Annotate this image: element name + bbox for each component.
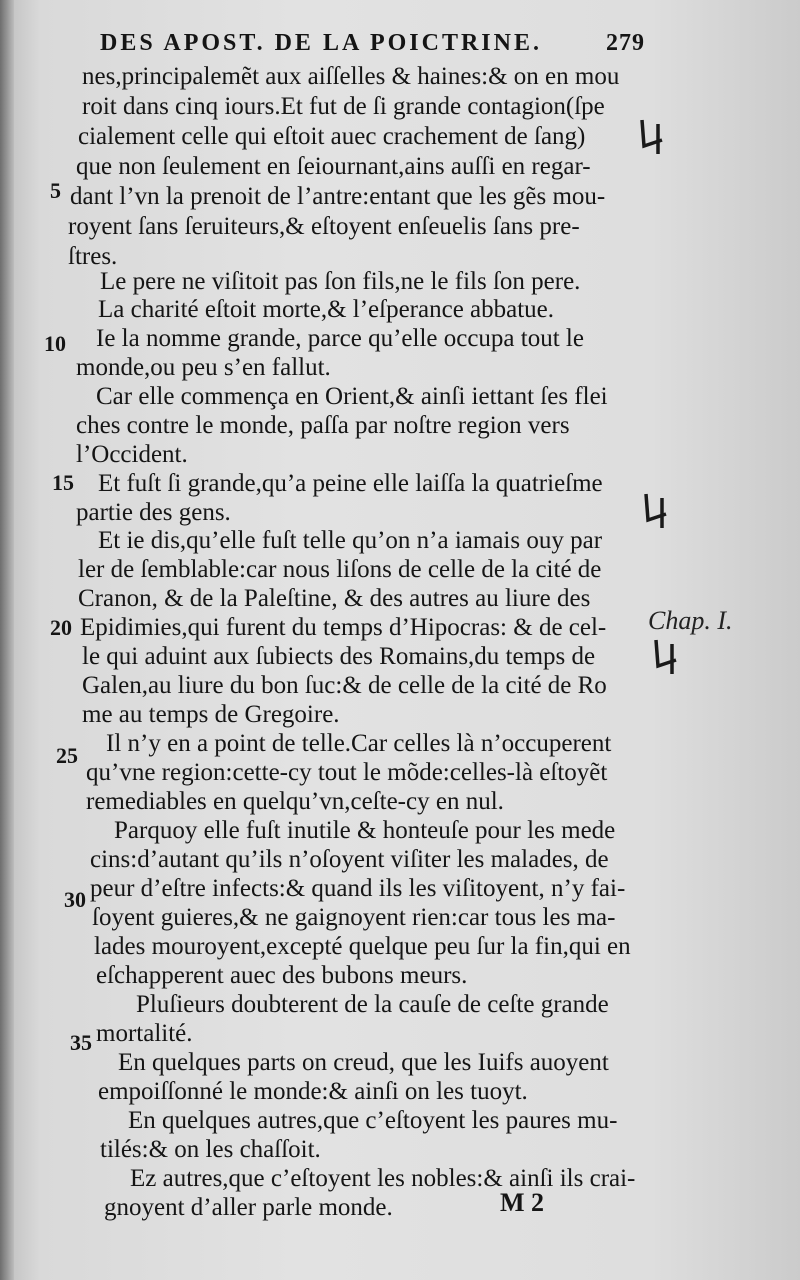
text-line: ches contre le monde, paſſa par noſtre region vers xyxy=(76,412,570,439)
line-number: 5 xyxy=(50,178,61,203)
handwritten-mark xyxy=(636,116,670,156)
line-number: 10 xyxy=(44,331,66,356)
line-number: 25 xyxy=(56,743,78,768)
text-line: mortalité. xyxy=(96,1020,193,1047)
handwritten-mark xyxy=(650,636,684,676)
line-number: 15 xyxy=(52,470,74,495)
text-line: monde,ou peu s’en fallut. xyxy=(76,354,331,381)
text-line: que non ſeulement en ſeiournant,ains auſſi en regar- xyxy=(76,153,591,180)
text-line: Et fuſt ſi grande,qu’a peine elle laiſſa la quatrieſme xyxy=(98,470,603,497)
text-line: cins:d’autant qu’ils n’oſoyent viſiter les malades, de xyxy=(90,846,609,873)
text-line: eſchapperent auec des bubons meurs. xyxy=(96,962,468,989)
text-line: royent ſans ſeruiteurs,& eſtoyent enſeuelis ſans pre- xyxy=(68,213,580,240)
text-line: La charité eſtoit morte,& l’eſperance abbatue. xyxy=(98,296,555,323)
text-line: Et ie dis,qu’elle fuſt telle qu’on n’a iamais ouy par xyxy=(98,527,603,554)
text-line: Ie la nomme grande, parce qu’elle occupa tout le xyxy=(96,325,584,352)
text-line: empoiſſonné le monde:& ainſi on les tuoyt. xyxy=(98,1078,528,1105)
text-line: ſtres. xyxy=(68,243,118,270)
text-line: peur d’eſtre infects:& quand ils les viſitoyent, n’y fai- xyxy=(90,875,626,902)
text-line: ſoyent guieres,& ne gaignoyent rien:car tous les ma- xyxy=(92,904,616,931)
text-line: Il n’y en a point de telle.Car celles là n’occuperent xyxy=(106,730,612,757)
text-line: Car elle commença en Orient,& ainſi iettant ſes flei xyxy=(96,383,608,410)
text-line: Pluſieurs doubterent de la cauſe de ceſte grande xyxy=(136,991,609,1018)
text-line: ler de ſemblable:car nous liſons de celle de la cité de xyxy=(78,556,602,583)
text-line: Parquoy elle fuſt inutile & honteuſe pour les mede xyxy=(114,817,616,844)
text-line: nes,principalemẽt aux aiſſelles & haines:& on en mou xyxy=(82,63,620,90)
text-line: qu’vne region:cette-cy tout le mõde:celles-là eſtoyẽt xyxy=(86,759,608,786)
text-line: En quelques autres,que c’eſtoyent les paures mu- xyxy=(128,1107,618,1134)
line-number: 35 xyxy=(70,1030,92,1055)
text-line: partie des gens. xyxy=(76,499,231,526)
page-number: 279 xyxy=(606,30,645,56)
text-line: tilés:& on les chaſſoit. xyxy=(100,1136,321,1163)
text-line: dant l’vn la prenoit de l’antre:entant que les gẽs mou- xyxy=(70,183,606,210)
text-line: remediables en quelqu’vn,ceſte-cy en nul. xyxy=(86,788,504,815)
line-number: 20 xyxy=(50,615,72,640)
signature-mark: M 2 xyxy=(500,1188,545,1217)
marginal-note: Chap. I. xyxy=(648,606,733,635)
handwritten-mark xyxy=(640,490,674,530)
text-line: Cranon, & de la Paleſtine, & des autres au liure des xyxy=(78,585,591,612)
text-line: l’Occident. xyxy=(76,441,188,468)
running-header xyxy=(100,30,645,57)
text-line: En quelques parts on creud, que les Iuifs auoyent xyxy=(118,1049,609,1076)
text-line: Galen,au liure du bon ſuc:& de celle de la cité de Ro xyxy=(82,672,607,699)
text-line: gnoyent d’aller parle monde. xyxy=(104,1194,393,1221)
line-number: 30 xyxy=(64,887,86,912)
text-line: Ez autres,que c’eſtoyent les nobles:& ainſi ils crai- xyxy=(130,1165,636,1192)
text-line: le qui aduint aux ſubiects des Romains,du temps de xyxy=(82,643,596,670)
running-title: DES APOST. DE LA POICTRINE. xyxy=(100,30,542,56)
text-line: roit dans cinq iours.Et fut de ſi grande contagion(ſpe xyxy=(82,93,605,120)
page-gutter-shadow xyxy=(0,0,14,1280)
text-line: cialement celle qui eſtoit auec crachement de ſang) xyxy=(78,123,586,150)
text-line: lades mouroyent,excepté quelque peu ſur la fin,qui en xyxy=(94,933,631,960)
text-line: Epidimies,qui furent du temps d’Hipocras: & de cel- xyxy=(80,614,607,641)
text-line: Le pere ne viſitoit pas ſon fils,ne le fils ſon pere. xyxy=(100,268,581,295)
text-line: me au temps de Gregoire. xyxy=(82,701,340,728)
